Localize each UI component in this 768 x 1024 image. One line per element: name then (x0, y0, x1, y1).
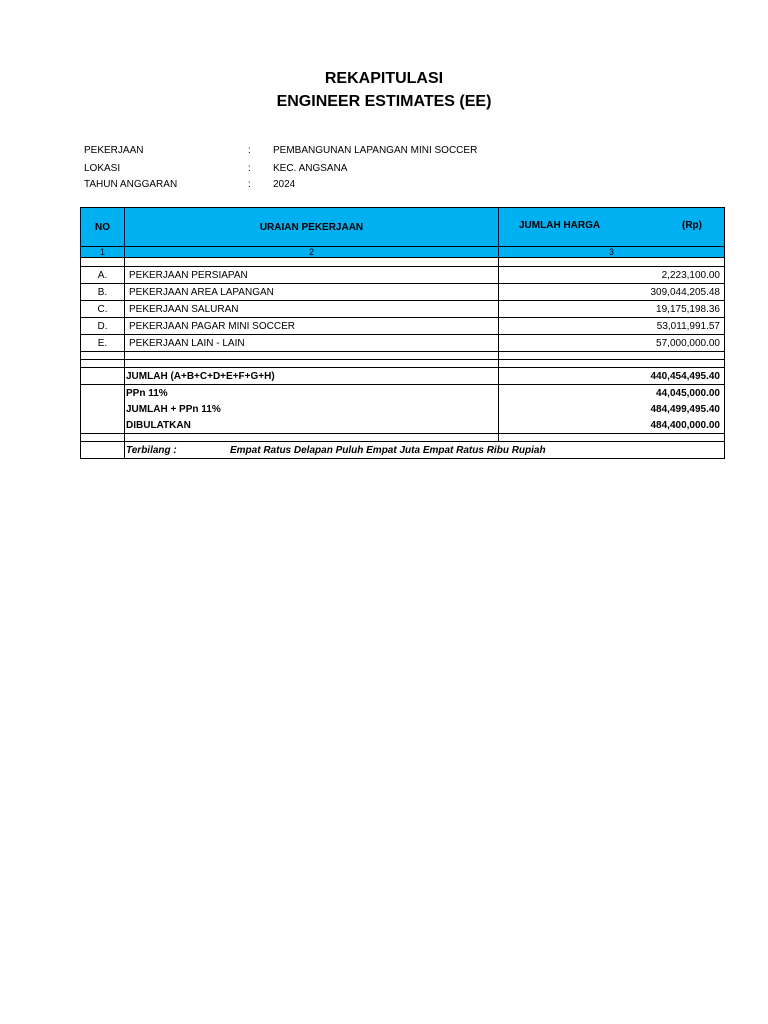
row-harga: 2,223,100.00 (499, 267, 725, 284)
blank-row (81, 352, 725, 360)
tax-row (81, 385, 725, 402)
row-no: A. (81, 267, 125, 284)
info-label-lokasi: LOKASI (84, 163, 121, 174)
row-uraian: PEKERJAAN AREA LAPANGAN (125, 284, 499, 301)
document-subtitle: ENGINEER ESTIMATES (EE) (276, 93, 492, 110)
header-uraian: URAIAN PEKERJAAN (125, 208, 499, 247)
row-harga: 309,044,205.48 (499, 284, 725, 301)
terbilang-row (81, 442, 725, 459)
row-harga: 57,000,000.00 (499, 335, 725, 352)
total-label: JUMLAH (A+B+C+D+E+F+G+H) (125, 368, 499, 385)
info-value-pekerjaan: PEMBANGUNAN LAPANGAN MINI SOCCER (273, 145, 478, 156)
row-no: C. (81, 301, 125, 318)
row-uraian: PEKERJAAN SALURAN (125, 301, 499, 318)
column-number: 1 (81, 247, 125, 258)
total-with-tax-value: 484,499,495.40 (499, 401, 725, 417)
row-no: D. (81, 318, 125, 335)
info-label-tahun: TAHUN ANGGARAN (84, 179, 178, 190)
rounded-label: DIBULATKAN (125, 417, 499, 434)
row-uraian: PEKERJAAN PAGAR MINI SOCCER (125, 318, 499, 335)
total-row (81, 368, 725, 385)
info-value-lokasi: KEC. ANGSANA (273, 163, 348, 174)
row-no: B. (81, 284, 125, 301)
header-unit: (Rp) (682, 220, 702, 231)
info-value-tahun: 2024 (273, 179, 296, 190)
document-title: REKAPITULASI (324, 70, 444, 87)
table-row (81, 301, 725, 318)
info-label-pekerjaan: PEKERJAAN (84, 145, 144, 156)
total-with-tax-label: JUMLAH + PPn 11% (125, 401, 499, 417)
row-uraian: PEKERJAAN PERSIAPAN (125, 267, 499, 284)
header-harga-label: JUMLAH HARGA (519, 220, 601, 231)
table-row (81, 318, 725, 335)
row-uraian: PEKERJAAN LAIN - LAIN (125, 335, 499, 352)
row-harga: 19,175,198.36 (499, 301, 725, 318)
header-no: NO (81, 208, 125, 247)
row-harga: 53,011,991.57 (499, 318, 725, 335)
total-value: 440,454,495.40 (499, 368, 725, 385)
info-colon: : (248, 145, 251, 156)
row-no: E. (81, 335, 125, 352)
terbilang-cell (125, 442, 725, 459)
table-header-row (81, 208, 725, 247)
table-row (81, 267, 725, 284)
rounded-value: 484,400,000.00 (499, 417, 725, 434)
info-colon: : (248, 163, 251, 174)
column-number: 3 (499, 247, 725, 258)
estimate-table (80, 207, 725, 459)
rounded-row (81, 417, 725, 434)
blank-row (81, 360, 725, 368)
table-row (81, 284, 725, 301)
column-number-row (81, 247, 725, 258)
header-harga (499, 208, 725, 247)
tax-label: PPn 11% (125, 385, 499, 402)
spacer-row (81, 258, 725, 267)
tax-value: 44,045,000.00 (499, 385, 725, 402)
table-row (81, 335, 725, 352)
total-with-tax-row (81, 401, 725, 417)
column-number: 2 (125, 247, 499, 258)
info-colon: : (248, 179, 251, 190)
blank-row (81, 434, 725, 442)
terbilang-label: Terbilang : (126, 444, 177, 456)
terbilang-text: Empat Ratus Delapan Puluh Empat Juta Empat Ratus Ribu Rupiah (230, 444, 546, 456)
